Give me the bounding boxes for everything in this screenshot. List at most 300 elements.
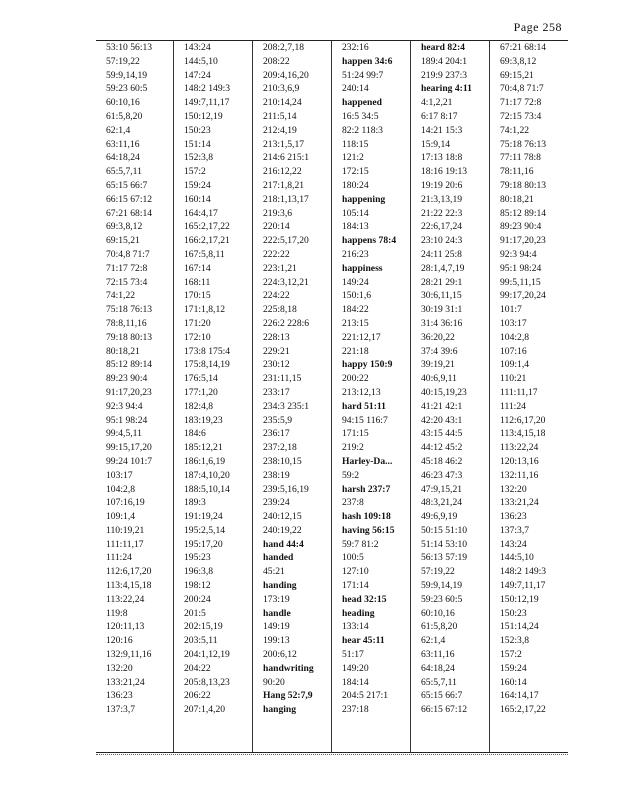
index-entry: 61:5,8,20 [106,110,143,122]
index-entry: 65:15 66:7 [106,179,148,191]
index-entry: 207:1,4,20 [184,704,226,716]
index-entry: 133:21,24 [500,497,539,509]
index-entry: 71:17 72:8 [106,262,148,274]
index-entry: 104:2,8 [106,483,136,495]
index-entry: 99:24 101:7 [106,455,153,467]
index-entry: 111:11,17 [106,538,144,550]
index-entry: 18:16 19:13 [421,166,468,178]
index-entry: 79:18 80:13 [500,179,547,191]
index-entry: 132:20 [500,483,527,495]
index-entry: 63:11,16 [421,649,455,661]
index-entry: 148:2 149:3 [500,566,547,578]
index-entry: 225:8,18 [263,304,297,316]
index-entry: 189:3 [184,497,206,509]
index-entry: 186:1,6,19 [184,455,226,467]
index-entry: 37:4 39:6 [421,345,458,357]
index-entry: 47:9,15,21 [421,483,463,495]
index-entry: 172:10 [184,331,211,343]
index-entry: 111:11,17 [500,386,538,398]
index-entry: 182:4,8 [184,400,214,412]
index-headword: happening [342,193,386,205]
index-headword: Hang 52:7,9 [263,690,313,702]
index-entry: 59:23 60:5 [106,83,148,95]
index-entry: 69:3,8,12 [500,55,537,67]
index-headword: handwriting [263,662,314,674]
index-entry: 120:13,16 [500,455,539,467]
index-entry: 237:8 [342,497,364,509]
index-entry: 200:24 [184,593,211,605]
index-entry: 217:1,8,21 [263,179,305,191]
index-entry: 99:5,11,15 [500,276,541,288]
index-entry: 57:19,22 [106,55,140,67]
index-headword: happens 78:4 [342,235,397,247]
index-entry: 112:6,17,20 [106,566,152,578]
index-entry: 64:18,24 [106,152,140,164]
index-entry: 111:24 [500,400,526,412]
index-entry: 231:11,15 [263,373,302,385]
index-entry: 159:24 [184,179,211,191]
index-entry: 66:15 67:12 [106,193,153,205]
index-entry: 60:10,16 [421,607,455,619]
index-entry: 219:9 237:3 [421,69,468,81]
index-entry: 65:15 66:7 [421,690,463,702]
index-entry: 168:11 [184,276,211,288]
index-entry: 239:24 [263,497,290,509]
index-entry: 41:21 42:1 [421,400,463,412]
index-headword: happiness [342,262,383,274]
index-entry: 224:22 [263,290,290,302]
index-entry: 59:23 60:5 [421,593,463,605]
index-column-3 [253,41,332,752]
index-entry: 171:20 [184,317,211,329]
index-entry: 184:22 [342,304,369,316]
index-entry: 31:4 36:16 [421,317,463,329]
index-entry: 199:13 [263,635,290,647]
index-entry: 28:21 29:1 [421,276,463,288]
index-entry: 184:13 [342,221,369,233]
index-entry: 85:12 89:14 [106,359,153,371]
index-entry: 189:4 204:1 [421,55,468,67]
index-entry: 210:3,6,9 [263,83,300,95]
index-entry: 144:5,10 [500,552,534,564]
index-entry: 218:1,13,17 [263,193,309,205]
index-entry: 191:19,24 [184,511,223,523]
index-entry: 200:22 [342,373,369,385]
index-entry: 143:24 [500,538,527,550]
index-entry: 71:17 72:8 [500,97,542,109]
index-entry: 77:11 78:8 [500,152,541,164]
index-entry: 113:22,24 [106,593,145,605]
index-entry: 173:19 [263,593,290,605]
index-entry: 67:21 68:14 [500,42,547,53]
index-entry: 150:1,6 [342,290,372,302]
index-entry: 185:12,21 [184,442,223,454]
index-entry: 219:2 [342,442,364,454]
index-entry: 173:8 175:4 [184,345,231,357]
index-entry: 240:14 [342,83,369,95]
index-entry: 69:15,21 [106,235,140,247]
index-entry: 213:15 [342,317,369,329]
index-entry: 170:15 [184,290,211,302]
index-entry: 234:3 235:1 [263,400,310,412]
index-entry: 171:1,8,12 [184,304,226,316]
index-entry: 72:15 73:4 [106,276,148,288]
index-entry: 95:1 98:24 [500,262,542,274]
index-entry: 224:3,12,21 [263,276,309,288]
index-headword: hard 51:11 [342,400,386,412]
index-entry: 196:3,8 [184,566,214,578]
index-entry: 94:15 116:7 [342,414,388,426]
index-entry: 160:14 [500,676,527,688]
index-entry: 150:23 [500,607,527,619]
index-entry: 214:6 215:1 [263,152,310,164]
index-entry: 238:19 [263,469,290,481]
index-entry: 175:8,14,19 [184,359,230,371]
index-entry: 195:23 [184,552,211,564]
index-column-2 [174,41,253,752]
index-entry: 80:18,21 [106,345,140,357]
index-entry: 213:12,13 [342,386,381,398]
index-entry: 208:22 [263,55,290,67]
index-entry: 62:1,4 [421,635,446,647]
index-entry: 167:5,8,11 [184,248,225,260]
index-entry: 237:18 [342,704,369,716]
index-entry: 112:6,17,20 [500,414,546,426]
index-entry: 105:14 [342,207,369,219]
index-entry: 204:22 [184,662,211,674]
index-entry: 166:2,17,21 [184,235,230,247]
index-entry: 51:17 [342,649,364,661]
bottom-rule [96,754,568,755]
index-entry: 209:4,16,20 [263,69,309,81]
index-entry: 177:1,20 [184,386,218,398]
index-entry: 107:16,19 [106,497,145,509]
index-headword: harsh 237:7 [342,483,391,495]
index-entry: 204:1,12,19 [184,649,230,661]
index-entry: 110:19,21 [106,524,145,536]
index-entry: 78:8,11,16 [106,317,147,329]
index-entry: 187:4,10,20 [184,469,230,481]
index-entry: 149:19 [263,621,290,633]
index-entry: 152:3,8 [184,152,214,164]
index-entry: 184:14 [342,676,369,688]
index-entry: 70:4,8 71:7 [106,248,150,260]
index-entry: 6:17 8:17 [421,110,458,122]
index-headword: happen 34:6 [342,55,393,67]
index-entry: 160:14 [184,193,211,205]
index-entry: 56:13 57:19 [421,552,468,564]
index-entry: 188:5,10,14 [184,483,230,495]
index-entry: 80:18,21 [500,193,534,205]
index-entry: 201:5 [184,607,206,619]
index-entry: 111:24 [106,552,132,564]
index-entry: 109:1,4 [500,359,530,371]
index-entry: 239:5,16,19 [263,483,309,495]
index-entry: 223:1,21 [263,262,297,274]
index-entry: 59:7 81:2 [342,538,379,550]
index-entry: 240:19,22 [263,524,302,536]
index-entry: 57:19,22 [421,566,455,578]
index-entry: 39:19,21 [421,359,455,371]
index-entry: 222:22 [263,248,290,260]
index-entry: 127:10 [342,566,369,578]
index-entry: 144:5,10 [184,55,218,67]
index-entry: 113:4,15,18 [106,580,152,592]
index-entry: 119:8 [106,607,128,619]
index-entry: 103:17 [106,469,133,481]
index-headword: hash 109:18 [342,511,391,523]
index-entry: 62:1,4 [106,124,131,136]
index-headword: having 56:15 [342,524,395,536]
index-entry: 137:3,7 [500,524,530,536]
index-column-4 [332,41,411,752]
index-entry: 19:19 20:6 [421,179,463,191]
index-entry: 237:2,18 [263,442,297,454]
index-entry: 100:5 [342,552,364,564]
index-column-6 [490,41,568,752]
index-entry: 91:17,20,23 [106,386,152,398]
index-entry: 183:19,23 [184,414,223,426]
index-entry: 164:4,17 [184,207,218,219]
index-entry: 61:5,8,20 [421,621,458,633]
index-entry: 120:11,13 [106,621,145,633]
index-entry: 233:17 [263,386,290,398]
index-entry: 99:4,5,11 [106,428,142,440]
index-entry: 157:2 [184,166,206,178]
index-entry: 206:22 [184,690,211,702]
index-entry: 180:24 [342,179,369,191]
index-entry: 150:12,19 [184,110,223,122]
index-entry: 59:9,14,19 [106,69,148,81]
index-entry: 46:23 47:3 [421,469,463,481]
index-entry: 66:15 67:12 [421,704,468,716]
index-entry: 49:6,9,19 [421,511,458,523]
index-entry: 121:2 [342,152,364,164]
index-entry: 104:2,8 [500,331,530,343]
index-entry: 28:1,4,7,19 [421,262,465,274]
index-entry: 149:7,11,17 [184,97,230,109]
index-entry: 110:21 [500,373,527,385]
index-entry: 22:6,17,24 [421,221,463,233]
index-entry: 59:9,14,19 [421,580,463,592]
index-headword: hear 45:11 [342,635,385,647]
index-entry: 51:24 99:7 [342,69,384,81]
index-entry: 65:5,7,11 [106,166,142,178]
index-entry: 240:12,15 [263,511,302,523]
index-entry: 133:21,24 [106,676,145,688]
index-entry: 147:24 [184,69,211,81]
index-entry: 157:2 [500,649,522,661]
index-entry: 91:17,20,23 [500,235,546,247]
index-entry: 40:6,9,11 [421,373,457,385]
index-entry: 43:15 44:5 [421,428,463,440]
index-entry: 220:14 [263,221,290,233]
index-headword: heading [342,607,375,619]
index-entry: 159:24 [500,662,527,674]
index-entry: 232:16 [342,42,369,53]
index-entry: 36:20,22 [421,331,455,343]
index-entry: 103:17 [500,317,527,329]
index-entry: 204:5 217:1 [342,690,389,702]
index-entry: 21:3,13,19 [421,193,463,205]
index-entry: 45:18 46:2 [421,455,463,467]
index-entry: 53:10 56:13 [106,42,153,53]
index-entry: 230:12 [263,359,290,371]
index-entry: 203:5,11 [184,635,218,647]
index-entry: 171:15 [342,428,369,440]
index-entry: 221:18 [342,345,369,357]
index-entry: 216:12,22 [263,166,302,178]
index-entry: 75:18 76:13 [106,304,153,316]
index-entry: 113:22,24 [500,442,539,454]
index-column-5 [411,41,490,752]
index-entry: 198:12 [184,580,211,592]
index-entry: 113:4,15,18 [500,428,546,440]
index-entry: 171:14 [342,580,369,592]
index-entry: 42:20 43:1 [421,414,463,426]
index-entry: 211:5,14 [263,110,297,122]
index-entry: 118:15 [342,138,369,150]
index-entry: 210:14,24 [263,97,302,109]
index-entry: 202:15,19 [184,621,223,633]
index-entry: 107:16 [500,345,527,357]
index-entry: 235:5,9 [263,414,293,426]
index-entry: 59:2 [342,469,360,481]
index-entry: 4:1,2,21 [421,97,453,109]
index-entry: 219:3,6 [263,207,293,219]
index-entry: 167:14 [184,262,211,274]
index-entry: 165:2,17,22 [500,704,546,716]
index-entry: 149:7,11,17 [500,580,546,592]
index-entry: 67:21 68:14 [106,207,153,219]
index-entry: 136:23 [106,690,133,702]
index-entry: 195:2,5,14 [184,524,226,536]
index-entry: 213:1,5,17 [263,138,305,150]
index-entry: 45:21 [263,566,285,578]
index-headword: hanging [263,704,297,716]
index-entry: 50:15 51:10 [421,524,468,536]
index-entry: 64:18,24 [421,662,455,674]
index-entry: 101:7 [500,304,522,316]
index-entry: 132:9,11,16 [106,649,152,661]
index-entry: 150:12,19 [500,593,539,605]
index-headword: head 32:15 [342,593,387,605]
index-headword: hearing 4:11 [421,83,472,95]
index-entry: 60:10,16 [106,97,140,109]
index-headword: hand 44:4 [263,538,304,550]
index-entry: 24:11 25:8 [421,248,462,260]
index-entry: 15:9,14 [421,138,451,150]
index-entry: 236:17 [263,428,290,440]
index-entry: 74:1,22 [106,290,136,302]
index-entry: 172:15 [342,166,369,178]
index-entry: 48:3,21,24 [421,497,463,509]
index-entry: 216:23 [342,248,369,260]
index-entry: 152:3,8 [500,635,530,647]
index-entry: 90:20 [263,676,285,688]
index-entry: 148:2 149:3 [184,83,231,95]
index-entry: 79:18 80:13 [106,331,153,343]
index-entry: 151:14,24 [500,621,539,633]
index-entry: 63:11,16 [106,138,140,150]
index-entry: 226:2 228:6 [263,317,310,329]
index-headword: happy 150:9 [342,359,393,371]
index-entry: 74:1,22 [500,124,530,136]
index-entry: 205:8,13,23 [184,676,230,688]
index-entry: 72:15 73:4 [500,110,542,122]
index-entry: 95:1 98:24 [106,414,148,426]
index-entry: 109:1,4 [106,511,136,523]
index-headword: handing [263,580,297,592]
index-entry: 238:10,15 [263,455,302,467]
index-entry: 99:17,20,24 [500,290,546,302]
index-entry: 44:12 45:2 [421,442,463,454]
page-number: Page 258 [513,20,562,34]
index-entry: 184:6 [184,428,206,440]
index-entry: 99:15,17,20 [106,442,152,454]
index-entry: 137:3,7 [106,704,136,716]
index-headword: happened [342,97,382,109]
index-entry: 21:22 22:3 [421,207,463,219]
index-entry: 82:2 118:3 [342,124,383,136]
index-entry: 92:3 94:4 [106,400,143,412]
index-entry: 228:13 [263,331,290,343]
index-entry: 149:20 [342,662,369,674]
index-headword: heard 82:4 [421,42,465,53]
index-entry: 221:12,17 [342,331,381,343]
index-entry: 195:17,20 [184,538,223,550]
index-entry: 208:2,7,18 [263,42,305,53]
index-entry: 229:21 [263,345,290,357]
index-entry: 23:10 24:3 [421,235,463,247]
index-entry: 222:5,17,20 [263,235,309,247]
index-entry: 132:11,16 [500,469,539,481]
index-entry: 151:14 [184,138,211,150]
index-entry: 65:5,7,11 [421,676,457,688]
index-entry: 75:18 76:13 [500,138,547,150]
index-entry: 69:15,21 [500,69,534,81]
index-entry: 17:13 18:8 [421,152,463,164]
index-column-1 [96,41,174,752]
index-entry: 40:15,19,23 [421,386,467,398]
index-entry: 136:23 [500,511,527,523]
index-entry: 133:14 [342,621,369,633]
index-headword: handle [263,607,291,619]
index-entry: 69:3,8,12 [106,221,143,233]
index-entry: 78:11,16 [500,166,534,178]
index-entry: 165:2,17,22 [184,221,230,233]
index-headword: Harley-Da... [342,455,393,467]
index-entry: 92:3 94:4 [500,248,537,260]
index-entry: 164:14,17 [500,690,539,702]
index-entry: 149:24 [342,276,369,288]
index-entry: 16:5 34:5 [342,110,379,122]
index-entry: 51:14 53:10 [421,538,468,550]
index-headword: handed [263,552,294,564]
index-entry: 30:19 31:1 [421,304,463,316]
index-entry: 132:20 [106,662,133,674]
index-entry: 143:24 [184,42,211,53]
index-entry: 200:6,12 [263,649,297,661]
index-entry: 89:23 90:4 [500,221,542,233]
index-table [96,40,568,753]
index-entry: 30:6,11,15 [421,290,462,302]
index-entry: 89:23 90:4 [106,373,148,385]
index-entry: 70:4,8 71:7 [500,83,544,95]
index-entry: 14:21 15:3 [421,124,463,136]
index-entry: 120:16 [106,635,133,647]
index-entry: 212:4,19 [263,124,297,136]
